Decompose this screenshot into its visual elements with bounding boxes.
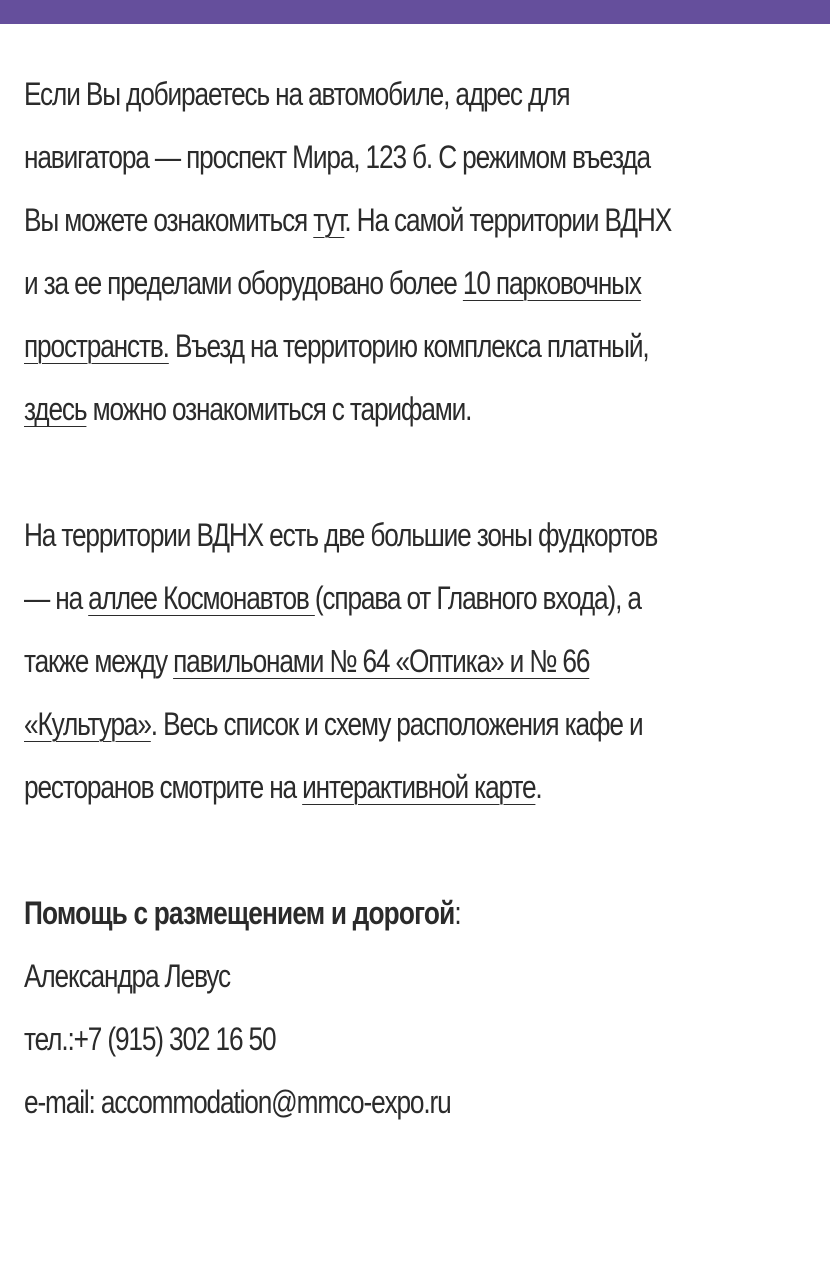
foodcourt-text-1: На территории ВДНХ есть две большие зоны фудкортов — на [24, 517, 658, 616]
article-content [24, 63, 672, 1134]
foodcourt-text-4: . [535, 769, 542, 805]
paragraph-gap [24, 819, 672, 882]
cosmonauts-alley-link[interactable]: аллее Космонавтов [88, 580, 315, 616]
contact-name: Александра Левус [24, 958, 230, 994]
tariffs-link[interactable]: здесь [24, 391, 87, 427]
parking-text-2: . На самой территории ВДНХ и за ее пределами оборудовано более [24, 202, 672, 301]
contact-heading-colon: : [454, 895, 461, 931]
parking-text-4: можно ознакомиться с тарифами. [86, 391, 472, 427]
parking-text-1: Если Вы добираетесь на автомобиле, адрес для навигатора — проспект Мира, 123 б. С режимом въезда Вы можете ознакомиться [24, 76, 650, 238]
pavilions-link[interactable]: павильонами № 64 «Оптика» и № 66 «Культура» [24, 643, 590, 742]
parking-text-3: Въезд на территорию комплекса платный, [168, 328, 649, 364]
foodcourt-text-2: (справа от Главного входа), а также между [24, 580, 641, 679]
parking-spaces-link[interactable]: 10 парковочных пространств. [24, 265, 641, 364]
foodcourt-paragraph [24, 504, 672, 819]
paragraph-gap [24, 441, 672, 504]
interactive-map-link[interactable]: интерактивной карте [302, 769, 536, 805]
parking-paragraph [24, 63, 672, 441]
entry-rules-link[interactable]: тут [313, 202, 345, 238]
contact-phone: тел.:+7 (915) 302 16 50 [24, 1021, 276, 1057]
foodcourt-text-3: . Весь список и схему расположения кафе и ресторанов смотрите на [24, 706, 643, 805]
contact-heading [24, 882, 672, 945]
top-accent-bar [0, 0, 830, 24]
contact-email: e-mail: accommodation@mmco-expo.ru [24, 1084, 451, 1120]
contact-heading-text: Помощь с размещением и дорогой [24, 895, 455, 931]
